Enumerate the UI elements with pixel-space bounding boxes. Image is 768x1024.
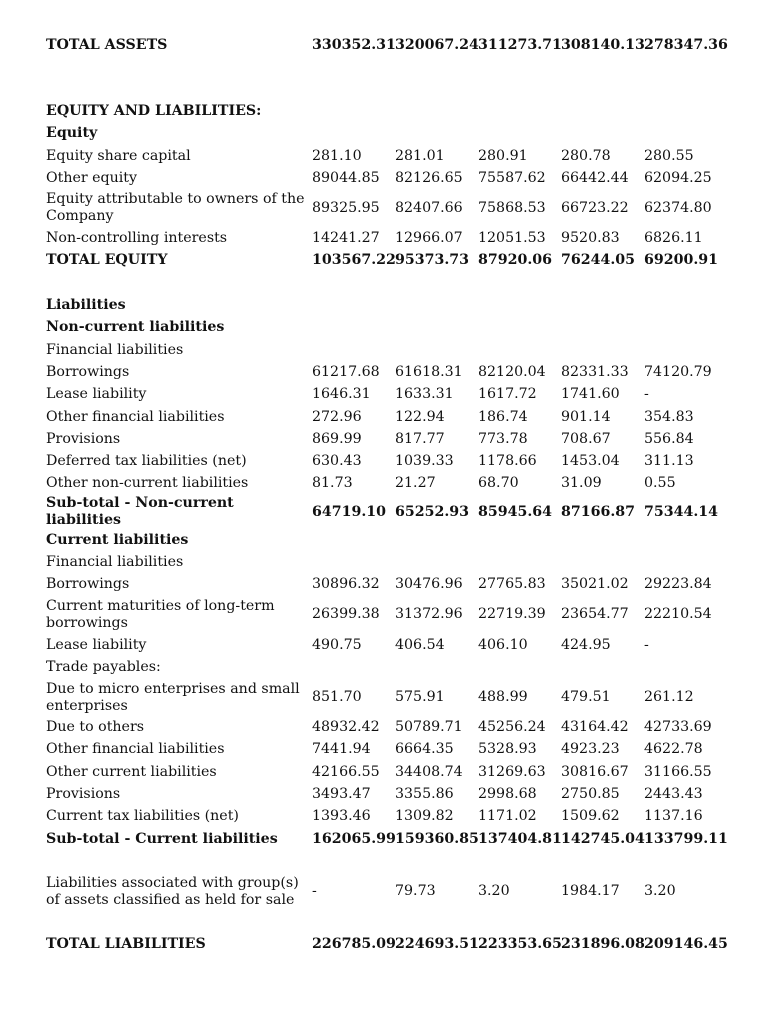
value-cell: 272.96 xyxy=(312,408,362,425)
value-cell: 1178.66 xyxy=(478,453,537,470)
value-cell: 43164.42 xyxy=(561,719,629,736)
value-cell: 0.55 xyxy=(644,475,676,492)
section-heading xyxy=(42,529,723,551)
table-row xyxy=(42,428,723,450)
row-label: Deferred tax liabilities (net) xyxy=(46,453,247,470)
value-cell: 82120.04 xyxy=(478,363,546,380)
value-cell: 68.70 xyxy=(478,475,519,492)
value-cell: 14241.27 xyxy=(312,230,380,247)
value-cell: 488.99 xyxy=(478,689,528,706)
value-cell: 556.84 xyxy=(644,430,694,447)
section-heading xyxy=(42,100,723,122)
value-cell: 79.73 xyxy=(395,883,436,900)
spacer-row xyxy=(42,911,723,933)
table-row xyxy=(42,167,723,189)
row-label: TOTAL ASSETS xyxy=(46,36,168,53)
value-cell: 81.73 xyxy=(312,475,353,492)
value-cell: 320067.24 xyxy=(395,36,479,53)
table-row xyxy=(42,739,723,761)
value-cell: 869.99 xyxy=(312,430,362,447)
value-cell: 69200.91 xyxy=(644,252,719,269)
value-cell: 31166.55 xyxy=(644,763,712,780)
value-cell: 4923.23 xyxy=(561,741,620,758)
value-cell: 30896.32 xyxy=(312,576,380,593)
value-cell: 76244.05 xyxy=(561,252,636,269)
value-cell: 75344.14 xyxy=(644,503,719,520)
table-row xyxy=(42,634,723,656)
value-cell: 23654.77 xyxy=(561,606,629,623)
table-row xyxy=(42,189,723,227)
value-cell: 354.83 xyxy=(644,408,694,425)
row-label: Provisions xyxy=(46,786,121,803)
table-row xyxy=(42,783,723,805)
value-cell: 3.20 xyxy=(644,883,676,900)
value-cell: 424.95 xyxy=(561,636,611,653)
row-label: Lease liability xyxy=(46,636,147,653)
value-cell: 6664.35 xyxy=(395,741,454,758)
value-cell: 1984.17 xyxy=(561,883,620,900)
value-cell: 27765.83 xyxy=(478,576,546,593)
value-cell: 3.20 xyxy=(478,883,510,900)
value-cell: 406.10 xyxy=(478,636,528,653)
value-cell: 89044.85 xyxy=(312,169,380,186)
value-cell: 6826.11 xyxy=(644,230,703,247)
value-cell: 66723.22 xyxy=(561,199,629,216)
row-total-liabilities xyxy=(42,933,723,955)
table-row xyxy=(42,717,723,739)
value-cell: 261.12 xyxy=(644,689,694,706)
value-cell: 7441.94 xyxy=(312,741,371,758)
row-label: Equity xyxy=(46,125,98,142)
value-cell: 142745.04 xyxy=(561,830,645,847)
row-label: Non-current liabilities xyxy=(46,319,225,336)
value-cell: 708.67 xyxy=(561,430,611,447)
value-cell: 82331.33 xyxy=(561,363,629,380)
value-cell: 29223.84 xyxy=(644,576,712,593)
table-row xyxy=(42,145,723,167)
row-total-equity xyxy=(42,250,723,272)
section-heading xyxy=(42,123,723,145)
row-label: Due to micro enterprises and small enterprises xyxy=(46,680,300,714)
row-label: Borrowings xyxy=(46,363,130,380)
spacer-row xyxy=(42,56,723,100)
value-cell: 34408.74 xyxy=(395,763,463,780)
subsection-heading xyxy=(42,339,723,361)
table-row xyxy=(42,384,723,406)
value-cell: 851.70 xyxy=(312,689,362,706)
value-cell: 159360.85 xyxy=(395,830,479,847)
value-cell: 1309.82 xyxy=(395,808,454,825)
value-cell: 12051.53 xyxy=(478,230,546,247)
row-label: Current maturities of long-term borrowings xyxy=(46,597,275,631)
row-label: EQUITY AND LIABILITIES: xyxy=(46,102,262,119)
value-cell: 281.10 xyxy=(312,147,362,164)
value-cell: 22719.39 xyxy=(478,606,546,623)
value-cell: 30476.96 xyxy=(395,576,463,593)
value-cell: 4622.78 xyxy=(644,741,703,758)
table-row xyxy=(42,873,723,911)
value-cell: 3493.47 xyxy=(312,786,371,803)
value-cell: 1171.02 xyxy=(478,808,537,825)
value-cell: 817.77 xyxy=(395,430,445,447)
value-cell: 490.75 xyxy=(312,636,362,653)
value-cell: 50789.71 xyxy=(395,719,463,736)
value-cell: 1741.60 xyxy=(561,386,620,403)
value-cell: 2750.85 xyxy=(561,786,620,803)
value-cell: - xyxy=(644,386,649,403)
value-cell: 1646.31 xyxy=(312,386,371,403)
value-cell: 87920.06 xyxy=(478,252,553,269)
row-total-assets xyxy=(42,34,723,56)
value-cell: 280.55 xyxy=(644,147,694,164)
value-cell: 21.27 xyxy=(395,475,436,492)
table-row xyxy=(42,761,723,783)
value-cell: 64719.10 xyxy=(312,503,387,520)
value-cell: 224693.51 xyxy=(395,935,479,952)
balance-sheet-table xyxy=(42,34,728,955)
value-cell: 479.51 xyxy=(561,689,611,706)
row-label: Other current liabilities xyxy=(46,763,217,780)
value-cell: 12966.07 xyxy=(395,230,463,247)
value-cell: 226785.09 xyxy=(312,935,396,952)
value-cell: 901.14 xyxy=(561,408,611,425)
row-label: Borrowings xyxy=(46,576,130,593)
value-cell: 162065.99 xyxy=(312,830,396,847)
table-row xyxy=(42,473,723,495)
row-label: Financial liabilities xyxy=(46,341,184,358)
value-cell: 223353.65 xyxy=(478,935,562,952)
value-cell: 209146.45 xyxy=(644,935,728,952)
row-label: TOTAL EQUITY xyxy=(46,252,168,269)
row-label: Sub-total - Current liabilities xyxy=(46,830,278,847)
value-cell: 35021.02 xyxy=(561,576,629,593)
value-cell: 75587.62 xyxy=(478,169,546,186)
table-row xyxy=(42,227,723,249)
value-cell: 61618.31 xyxy=(395,363,463,380)
value-cell: 575.91 xyxy=(395,689,445,706)
value-cell: 1453.04 xyxy=(561,453,620,470)
table-row xyxy=(42,574,723,596)
value-cell: 281.01 xyxy=(395,147,445,164)
value-cell: 280.91 xyxy=(478,147,528,164)
row-label: Lease liability xyxy=(46,386,147,403)
row-subtotal-noncurrent xyxy=(42,495,723,529)
row-label: Other non-current liabilities xyxy=(46,475,249,492)
subsection-heading xyxy=(42,551,723,573)
table-row xyxy=(42,361,723,383)
row-subtotal-current xyxy=(42,828,723,850)
value-cell: 30816.67 xyxy=(561,763,629,780)
value-cell: 330352.31 xyxy=(312,36,396,53)
value-cell: 308140.13 xyxy=(561,36,645,53)
row-label: Non-controlling interests xyxy=(46,230,228,247)
value-cell: 773.78 xyxy=(478,430,528,447)
value-cell: 62374.80 xyxy=(644,199,712,216)
row-label: Other financial liabilities xyxy=(46,408,225,425)
value-cell: 62094.25 xyxy=(644,169,712,186)
value-cell: 1039.33 xyxy=(395,453,454,470)
value-cell: 26399.38 xyxy=(312,606,380,623)
row-label: Due to others xyxy=(46,719,145,736)
value-cell: 66442.44 xyxy=(561,169,629,186)
value-cell: 1137.16 xyxy=(644,808,703,825)
row-label: Current tax liabilities (net) xyxy=(46,808,239,825)
value-cell: 9520.83 xyxy=(561,230,620,247)
row-label: Liabilities associated with group(s) of assets classified as held for sale xyxy=(46,874,299,908)
subsection-heading xyxy=(42,656,723,678)
value-cell: - xyxy=(644,636,649,653)
spacer-row xyxy=(42,850,723,872)
table-row xyxy=(42,406,723,428)
value-cell: 2443.43 xyxy=(644,786,703,803)
value-cell: 42166.55 xyxy=(312,763,380,780)
row-label: Other financial liabilities xyxy=(46,741,225,758)
value-cell: 133799.11 xyxy=(644,830,728,847)
row-label: Current liabilities xyxy=(46,531,189,548)
value-cell: 186.74 xyxy=(478,408,528,425)
row-label: Trade payables: xyxy=(46,658,161,675)
value-cell: 31.09 xyxy=(561,475,602,492)
row-label: Equity attributable to owners of the Company xyxy=(46,191,305,225)
row-label: Financial liabilities xyxy=(46,553,184,570)
table-row xyxy=(42,450,723,472)
value-cell: 31372.96 xyxy=(395,606,463,623)
table-row xyxy=(42,806,723,828)
value-cell: 2998.68 xyxy=(478,786,537,803)
row-label: Equity share capital xyxy=(46,147,191,164)
table-row xyxy=(42,679,723,717)
value-cell: 278347.36 xyxy=(644,36,728,53)
table-row xyxy=(42,596,723,634)
value-cell: 74120.79 xyxy=(644,363,712,380)
value-cell: 630.43 xyxy=(312,453,362,470)
value-cell: 42733.69 xyxy=(644,719,712,736)
value-cell: 280.78 xyxy=(561,147,611,164)
value-cell: 82407.66 xyxy=(395,199,463,216)
value-cell: 89325.95 xyxy=(312,199,380,216)
section-heading xyxy=(42,317,723,339)
row-label: Provisions xyxy=(46,430,121,447)
value-cell: - xyxy=(312,883,317,900)
value-cell: 1393.46 xyxy=(312,808,371,825)
value-cell: 122.94 xyxy=(395,408,445,425)
value-cell: 1617.72 xyxy=(478,386,537,403)
value-cell: 65252.93 xyxy=(395,503,470,520)
row-label: Liabilities xyxy=(46,297,126,314)
value-cell: 137404.81 xyxy=(478,830,562,847)
value-cell: 82126.65 xyxy=(395,169,463,186)
value-cell: 85945.64 xyxy=(478,503,553,520)
value-cell: 87166.87 xyxy=(561,503,636,520)
row-label: Other equity xyxy=(46,169,138,186)
value-cell: 1633.31 xyxy=(395,386,454,403)
value-cell: 48932.42 xyxy=(312,719,380,736)
value-cell: 95373.73 xyxy=(395,252,470,269)
value-cell: 5328.93 xyxy=(478,741,537,758)
row-label: Sub-total - Non-current liabilities xyxy=(46,495,234,529)
value-cell: 3355.86 xyxy=(395,786,454,803)
value-cell: 31269.63 xyxy=(478,763,546,780)
value-cell: 406.54 xyxy=(395,636,445,653)
value-cell: 1509.62 xyxy=(561,808,620,825)
section-heading xyxy=(42,294,723,316)
value-cell: 311273.71 xyxy=(478,36,562,53)
value-cell: 103567.22 xyxy=(312,252,396,269)
value-cell: 22210.54 xyxy=(644,606,712,623)
row-label: TOTAL LIABILITIES xyxy=(46,935,206,952)
spacer-row xyxy=(42,272,723,294)
value-cell: 45256.24 xyxy=(478,719,546,736)
value-cell: 61217.68 xyxy=(312,363,380,380)
value-cell: 75868.53 xyxy=(478,199,546,216)
value-cell: 311.13 xyxy=(644,453,694,470)
value-cell: 231896.08 xyxy=(561,935,645,952)
